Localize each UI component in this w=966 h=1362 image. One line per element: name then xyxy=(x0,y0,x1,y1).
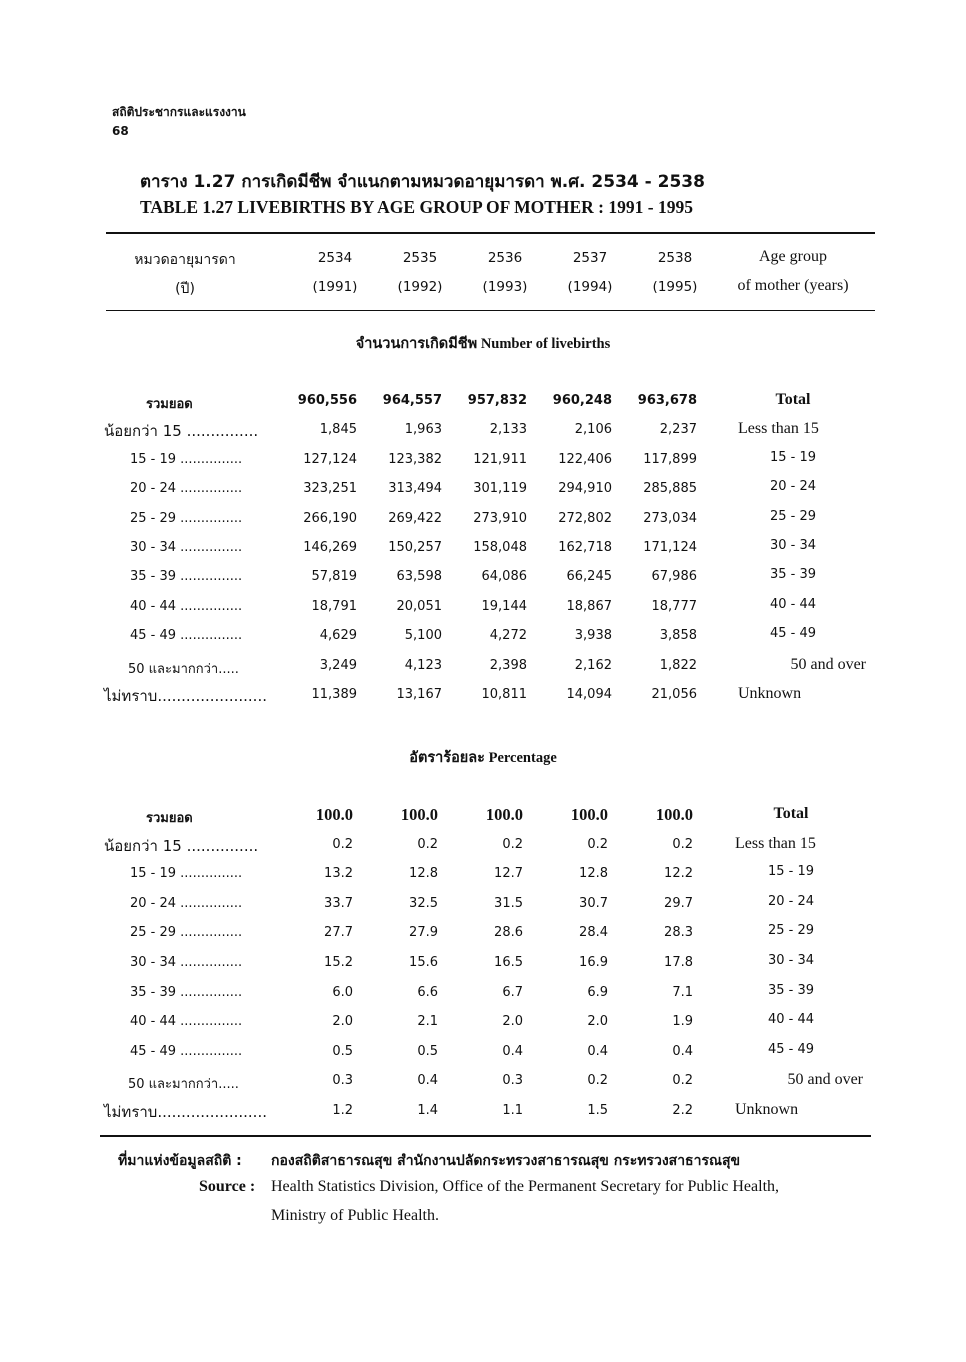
row-label-th: 30 - 34 ............... xyxy=(130,955,243,970)
table-cell: 127,124 xyxy=(303,451,357,467)
table-cell: 57,819 xyxy=(311,569,357,585)
row-label-en: 40 - 44 xyxy=(769,596,817,612)
table-cell: 0.4 xyxy=(417,1073,438,1089)
row-label-th: 25 - 29 ............... xyxy=(130,510,243,526)
table-cell: 13,167 xyxy=(396,687,442,702)
table-cell: 6.6 xyxy=(417,984,438,1000)
table-cell: 2.1 xyxy=(417,1014,438,1030)
row-label-en: 30 - 34 xyxy=(769,538,817,553)
table-cell: 100.0 xyxy=(400,805,438,824)
row-label-th: 15 - 19 ............... xyxy=(130,866,243,882)
running-header: สถิติประชากรและแรงงาน xyxy=(112,105,246,119)
column-header-year-ce: (1994) xyxy=(567,279,613,295)
table-cell: 2,106 xyxy=(574,422,612,438)
table-cell: 29.7 xyxy=(664,895,693,911)
row-label-th: น้อยกว่า 15 ............... xyxy=(104,836,259,855)
row-label-th: 50 และมากกว่า..... xyxy=(128,661,239,677)
table-cell: 158,048 xyxy=(473,540,527,555)
table-cell: 3,249 xyxy=(319,657,357,673)
table-cell: 963,678 xyxy=(637,393,697,408)
table-cell: 3,938 xyxy=(574,628,612,644)
table-title-english: TABLE 1.27 LIVEBIRTHS BY AGE GROUP OF MOTHER : 1991 - 1995 xyxy=(140,197,693,217)
row-label-th: 25 - 29 ............... xyxy=(130,925,243,941)
row-label-th: 35 - 39 ............... xyxy=(130,984,243,1000)
table-cell: 12.8 xyxy=(409,866,438,882)
row-label-th: ไม่ทราบ....................... xyxy=(104,687,267,705)
table-cell: 269,422 xyxy=(388,510,442,526)
row-label-th: 40 - 44 ............... xyxy=(130,1014,243,1030)
row-label-en: 30 - 34 xyxy=(767,953,815,968)
table-cell: 0.2 xyxy=(502,836,523,852)
table-cell: 323,251 xyxy=(303,481,357,497)
row-label-th: 45 - 49 ............... xyxy=(130,1043,243,1059)
table-cell: 2,162 xyxy=(574,657,612,673)
column-header-year-ce: (1991) xyxy=(312,279,358,295)
row-label-en: 50 and over xyxy=(787,1071,863,1089)
column-header-year-be: 2538 xyxy=(657,250,693,266)
table-cell: 2.2 xyxy=(672,1103,693,1118)
row-label-th: 50 และมากกว่า..... xyxy=(128,1077,239,1093)
table-cell: 6.0 xyxy=(332,984,353,1000)
source-label-en: Source : xyxy=(199,1178,256,1195)
table-cell: 66,245 xyxy=(566,569,612,585)
row-label-th: 20 - 24 ............... xyxy=(130,481,243,497)
row-label-en: Less than 15 xyxy=(738,420,819,438)
column-header-year-ce: (1995) xyxy=(652,279,698,295)
section-title-percentage-th: อัตราร้อยละ xyxy=(409,750,485,766)
row-label-en: 50 and over xyxy=(790,655,866,673)
column-header-age-th: หมวดอายุมารดา xyxy=(134,252,236,268)
table-cell: 21,056 xyxy=(651,687,697,702)
row-label-en: 20 - 24 xyxy=(769,479,817,495)
table-cell: 0.5 xyxy=(417,1043,438,1059)
table-bottom-rule xyxy=(100,1135,871,1137)
column-header-year-be: 2534 xyxy=(317,250,353,266)
table-cell: 117,899 xyxy=(643,451,697,467)
row-label-en: Unknown xyxy=(738,685,802,702)
section-title-counts-en: Number of livebirths xyxy=(480,336,611,352)
table-cell: 294,910 xyxy=(558,481,612,497)
table-cell: 1,822 xyxy=(659,657,697,673)
section-title-counts-th: จำนวนการเกิดมีชีพ xyxy=(355,336,478,352)
column-header-year-ce: (1993) xyxy=(482,279,528,295)
section-title-counts xyxy=(0,332,966,355)
table-cell: 33.7 xyxy=(324,895,353,911)
row-label-en: 45 - 49 xyxy=(767,1041,815,1057)
row-label-th: ไม่ทราบ....................... xyxy=(104,1103,267,1121)
column-header-years-th: (ปี) xyxy=(175,281,195,297)
row-label-th: 35 - 39 ............... xyxy=(130,569,243,585)
row-label-en: 15 - 19 xyxy=(769,449,817,465)
table-cell: 64,086 xyxy=(481,569,527,585)
table-cell: 10,811 xyxy=(481,687,527,702)
table-cell: 15.6 xyxy=(409,955,438,970)
table-cell: 7.1 xyxy=(672,984,693,1000)
table-cell: 2.0 xyxy=(332,1014,353,1030)
table-cell: 0.2 xyxy=(587,836,608,852)
table-cell: 67,986 xyxy=(651,569,697,585)
table-cell: 122,406 xyxy=(558,451,612,467)
table-cell: 146,269 xyxy=(303,540,357,555)
table-cell: 31.5 xyxy=(494,895,523,911)
table-cell: 4,629 xyxy=(319,628,357,644)
table-cell: 16.9 xyxy=(579,955,608,970)
table-cell: 313,494 xyxy=(388,481,442,497)
table-cell: 15.2 xyxy=(324,955,353,970)
table-cell: 63,598 xyxy=(396,569,442,585)
column-header-year-be: 2536 xyxy=(487,250,523,266)
table-cell: 1,845 xyxy=(319,422,357,438)
row-label-en: 25 - 29 xyxy=(769,508,817,524)
table-cell: 2.0 xyxy=(502,1014,523,1030)
table-cell: 960,556 xyxy=(297,393,357,408)
table-cell: 6.7 xyxy=(502,984,523,1000)
table-cell: 28.4 xyxy=(579,925,608,941)
table-cell: 0.3 xyxy=(502,1073,523,1089)
table-cell: 28.3 xyxy=(664,925,693,941)
row-label-en: 20 - 24 xyxy=(767,893,815,909)
table-cell: 2.0 xyxy=(587,1014,608,1030)
row-label-en: 45 - 49 xyxy=(769,626,817,642)
table-cell: 1,963 xyxy=(404,422,442,438)
table-cell: 0.3 xyxy=(332,1073,353,1089)
table-cell: 266,190 xyxy=(303,510,357,526)
row-label-en: 35 - 39 xyxy=(769,567,817,583)
table-cell: 1.5 xyxy=(587,1103,608,1118)
table-cell: 0.2 xyxy=(672,836,693,852)
table-cell: 100.0 xyxy=(570,805,608,824)
table-cell: 1.1 xyxy=(502,1103,523,1118)
table-cell: 123,382 xyxy=(388,451,442,467)
table-cell: 0.2 xyxy=(332,836,353,852)
table-cell: 12.8 xyxy=(579,866,608,882)
source-text-en-line2: Ministry of Public Health. xyxy=(271,1207,439,1224)
column-header-year-ce: (1992) xyxy=(397,279,443,295)
row-label-en: 40 - 44 xyxy=(767,1012,815,1028)
row-label-th: 15 - 19 ............... xyxy=(130,451,243,467)
column-header-year-be: 2537 xyxy=(572,250,608,266)
table-cell: 301,119 xyxy=(473,481,527,497)
table-cell: 5,100 xyxy=(404,628,442,644)
table-cell: 18,777 xyxy=(651,598,697,614)
table-cell: 20,051 xyxy=(396,598,442,614)
column-header-year-be: 2535 xyxy=(402,250,438,266)
table-cell: 272,802 xyxy=(558,510,612,526)
table-cell: 16.5 xyxy=(494,955,523,970)
table-cell: 100.0 xyxy=(655,805,693,824)
table-cell: 0.2 xyxy=(417,836,438,852)
table-cell: 3,858 xyxy=(659,628,697,644)
column-header-age-en: Age group xyxy=(759,248,827,265)
table-cell: 100.0 xyxy=(485,805,523,824)
table-cell: 6.9 xyxy=(587,984,608,1000)
table-cell: 0.2 xyxy=(672,1073,693,1089)
section-title-percentage-en: Percentage xyxy=(488,750,557,766)
table-cell: 11,389 xyxy=(311,687,357,702)
table-cell: 1.2 xyxy=(332,1103,353,1118)
table-cell: 32.5 xyxy=(409,895,438,911)
table-cell: 12.2 xyxy=(664,866,693,882)
header-bottom-rule xyxy=(106,310,875,311)
row-label-en: 15 - 19 xyxy=(767,864,815,880)
table-cell: 28.6 xyxy=(494,925,523,941)
table-cell: 0.4 xyxy=(672,1043,693,1059)
table-cell: 273,910 xyxy=(473,510,527,526)
table-cell: 121,911 xyxy=(473,451,527,467)
row-label-en: 35 - 39 xyxy=(767,982,815,998)
column-header-mother-en: of mother (years) xyxy=(737,277,849,294)
table-cell: 13.2 xyxy=(324,866,353,882)
row-label-th: น้อยกว่า 15 ............... xyxy=(104,422,259,441)
table-cell: 17.8 xyxy=(664,955,693,970)
table-cell: 14,094 xyxy=(566,687,612,702)
page-number: 68 xyxy=(112,124,129,138)
row-label-en: 25 - 29 xyxy=(767,923,815,939)
table-cell: 30.7 xyxy=(579,895,608,911)
table-cell: 27.9 xyxy=(409,925,438,941)
table-cell: 162,718 xyxy=(558,540,612,555)
table-cell: 18,791 xyxy=(311,598,357,614)
source-text-th: กองสถิติสาธารณสุข สำนักงานปลัดกระทรวงสาธารณสุข กระทรวงสาธารณสุข xyxy=(271,1153,741,1169)
source-label-th: ที่มาแห่งข้อมูลสถิติ : xyxy=(118,1153,242,1169)
table-top-rule xyxy=(106,232,875,234)
row-label-th: รวมยอด xyxy=(146,811,193,826)
section-title-percentage xyxy=(0,746,966,769)
source-text-en-line1: Health Statistics Division, Office of the Permanent Secretary for Public Health, xyxy=(271,1178,780,1195)
table-cell: 2,237 xyxy=(659,422,697,438)
table-cell: 1.9 xyxy=(672,1014,693,1030)
table-cell: 0.4 xyxy=(502,1043,523,1059)
table-cell: 2,133 xyxy=(489,422,527,438)
table-cell: 960,248 xyxy=(552,393,612,408)
row-label-en: Less than 15 xyxy=(735,834,816,852)
table-cell: 1.4 xyxy=(417,1103,438,1118)
table-cell: 27.7 xyxy=(324,925,353,941)
row-label-en: Total xyxy=(773,805,809,822)
row-label-en: Unknown xyxy=(735,1101,799,1118)
table-cell: 100.0 xyxy=(315,805,353,824)
table-cell: 0.2 xyxy=(587,1073,608,1089)
table-cell: 0.4 xyxy=(587,1043,608,1059)
table-cell: 12.7 xyxy=(494,866,523,882)
table-cell: 285,885 xyxy=(643,481,697,497)
table-cell: 4,123 xyxy=(404,657,442,673)
row-label-th: 45 - 49 ............... xyxy=(130,628,243,644)
row-label-th: รวมยอด xyxy=(146,397,193,412)
table-cell: 18,867 xyxy=(566,598,612,614)
row-label-th: 40 - 44 ............... xyxy=(130,598,243,614)
table-cell: 964,557 xyxy=(382,393,442,408)
table-cell: 171,124 xyxy=(643,540,697,555)
row-label-en: Total xyxy=(775,391,811,408)
table-cell: 273,034 xyxy=(643,510,697,526)
row-label-th: 30 - 34 ............... xyxy=(130,540,243,555)
table-cell: 150,257 xyxy=(388,540,442,555)
table-title-thai: ตาราง 1.27 การเกิดมีชีพ จำแนกตามหมวดอายุมารดา พ.ศ. 2534 - 2538 xyxy=(140,172,705,192)
table-cell: 4,272 xyxy=(489,628,527,644)
row-label-th: 20 - 24 ............... xyxy=(130,895,243,911)
table-cell: 0.5 xyxy=(332,1043,353,1059)
table-cell: 957,832 xyxy=(467,393,527,408)
table-cell: 2,398 xyxy=(489,657,527,673)
table-cell: 19,144 xyxy=(481,598,527,614)
